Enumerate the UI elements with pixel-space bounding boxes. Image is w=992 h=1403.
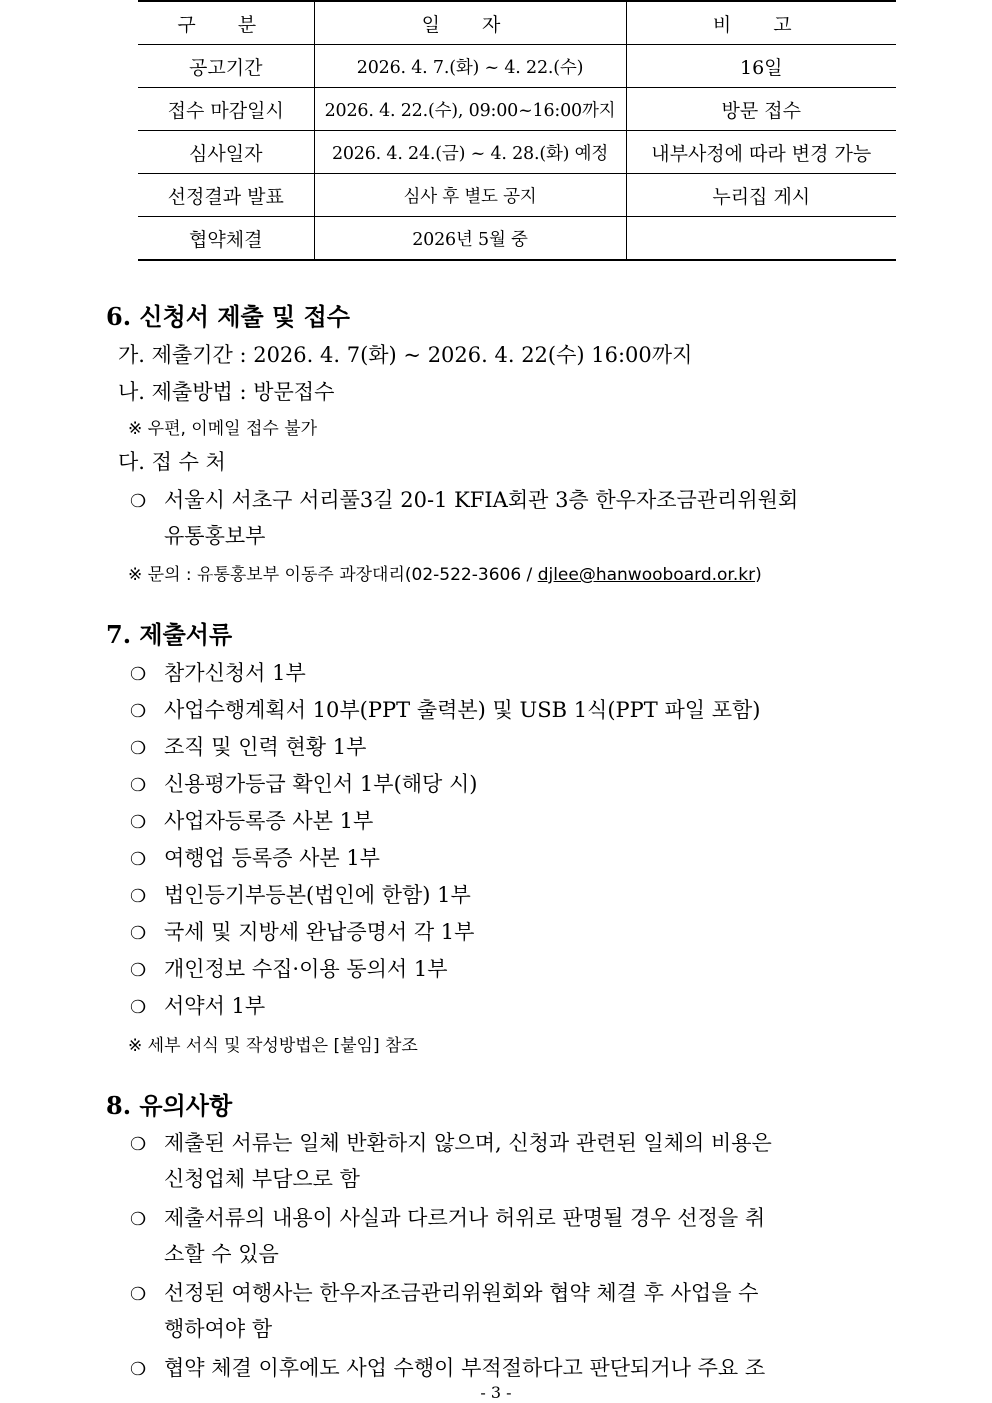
bullet-icon: ❍ <box>130 775 147 796</box>
document-item: 조직 및 인력 현황 1부 <box>164 735 367 759</box>
caution-text: 선정된 여행사는 한우자조금관리위원회와 협약 체결 후 사업을 수 <box>164 1281 759 1305</box>
table-row <box>138 217 896 261</box>
submission-period: 가. 제출기간 : 2026. 4. 7(화) ~ 2026. 4. 22(수) 16:00까지 <box>118 343 693 367</box>
document-item: 여행업 등록증 사본 1부 <box>164 846 380 870</box>
list-item <box>130 842 380 872</box>
documents-note: ※ 세부 서식 및 작성방법은 [붙임] 참조 <box>128 1036 418 1056</box>
document-item: 국세 및 지방세 완납증명서 각 1부 <box>164 920 475 944</box>
table-row <box>138 131 896 174</box>
header-date: 일 자 <box>314 1 626 45</box>
document-item: 사업수행계획서 10부(PPT 출력본) 및 USB 1식(PPT 파일 포함) <box>164 698 761 722</box>
bullet-icon: ❍ <box>130 812 147 833</box>
caution-text: 제출된 서류는 일체 반환하지 않으며, 신청과 관련된 일체의 비용은 <box>164 1131 772 1155</box>
list-item <box>130 805 373 835</box>
caution-text-continued: 소할 수 있음 <box>164 1242 279 1266</box>
bullet-icon: ❍ <box>130 1209 147 1230</box>
list-item <box>130 990 265 1020</box>
bullet-icon: ❍ <box>130 664 147 685</box>
cell-remarks <box>626 217 896 261</box>
cell-category: 선정결과 발표 <box>138 174 314 217</box>
list-item <box>130 953 448 983</box>
list-item <box>130 916 474 946</box>
document-item: 신용평가등급 확인서 1부(해당 시) <box>164 772 478 796</box>
table-row <box>138 88 896 131</box>
cell-category: 공고기간 <box>138 45 314 88</box>
list-item <box>130 657 306 687</box>
cell-category: 협약체결 <box>138 217 314 261</box>
contact-text: ※ 문의 : 유통홍보부 이동주 과장대리(02-522-3606 / <box>128 565 538 585</box>
method-note: ※ 우편, 이메일 접수 불가 <box>128 419 318 439</box>
bullet-icon: ❍ <box>130 997 147 1018</box>
bullet-icon: ❍ <box>130 491 147 512</box>
list-item <box>130 768 478 798</box>
bullet-icon: ❍ <box>130 1359 147 1380</box>
reception-address <box>130 484 798 514</box>
bullet-icon: ❍ <box>130 1134 147 1155</box>
cell-date: 심사 후 별도 공지 <box>314 174 626 217</box>
caution-text: 제출서류의 내용이 사실과 다르거나 허위로 판명될 경우 선정을 취 <box>164 1206 766 1230</box>
document-item: 서약서 1부 <box>164 994 266 1018</box>
document-item: 사업자등록증 사본 1부 <box>164 809 374 833</box>
bullet-icon: ❍ <box>130 960 147 981</box>
list-item <box>130 694 761 724</box>
contact-email-link[interactable]: djlee@hanwooboard.or.kr <box>537 565 756 585</box>
list-item <box>130 1202 765 1232</box>
table-row <box>138 174 896 217</box>
contact-suffix: ) <box>755 565 762 585</box>
list-item <box>130 1277 758 1307</box>
bullet-icon: ❍ <box>130 886 147 907</box>
bullet-icon: ❍ <box>130 738 147 759</box>
section-8-title: 8. 유의사항 <box>106 1091 233 1120</box>
cell-remarks: 16일 <box>626 45 896 88</box>
bullet-icon: ❍ <box>130 923 147 944</box>
cell-date: 2026. 4. 7.(화) ~ 4. 22.(수) <box>314 45 626 88</box>
cell-remarks: 내부사정에 따라 변경 가능 <box>626 131 896 174</box>
section-7-title: 7. 제출서류 <box>106 620 233 649</box>
contact-note <box>128 560 762 585</box>
cell-date: 2026. 4. 22.(수), 09:00~16:00까지 <box>314 88 626 131</box>
document-item: 법인등기부등본(법인에 한함) 1부 <box>164 883 471 907</box>
header-category: 구 분 <box>138 1 314 45</box>
caution-text-continued: 행하여야 함 <box>164 1317 273 1341</box>
cell-date: 2026. 4. 24.(금) ~ 4. 28.(화) 예정 <box>314 131 626 174</box>
document-item: 개인정보 수집·이용 동의서 1부 <box>164 957 448 981</box>
bullet-icon: ❍ <box>130 849 147 870</box>
table-row <box>138 45 896 88</box>
address-text: 서울시 서초구 서리풀3길 20-1 KFIA회관 3층 한우자조금관리위원회 <box>164 488 799 512</box>
cell-remarks: 누리집 게시 <box>626 174 896 217</box>
document-item: 참가신청서 1부 <box>164 661 306 685</box>
bullet-icon: ❍ <box>130 1284 147 1305</box>
bullet-icon: ❍ <box>130 701 147 722</box>
page-number: - 3 - <box>480 1383 512 1402</box>
cell-category: 심사일자 <box>138 131 314 174</box>
reception-department: 유통홍보부 <box>164 524 266 548</box>
submission-method: 나. 제출방법 : 방문접수 <box>118 380 335 404</box>
cell-date: 2026년 5월 중 <box>314 217 626 261</box>
schedule-table <box>138 0 896 261</box>
cell-remarks: 방문 접수 <box>626 88 896 131</box>
list-item <box>130 879 471 909</box>
cell-category: 접수 마감일시 <box>138 88 314 131</box>
reception-label: 다. 접 수 처 <box>118 450 226 474</box>
list-item <box>130 1127 772 1157</box>
section-6-title: 6. 신청서 제출 및 접수 <box>106 302 350 331</box>
list-item <box>130 731 366 761</box>
table-header-row <box>138 1 896 45</box>
list-item <box>130 1352 765 1382</box>
caution-text-continued: 신청업체 부담으로 함 <box>164 1167 360 1191</box>
header-remarks: 비 고 <box>626 1 896 45</box>
caution-text: 협약 체결 이후에도 사업 수행이 부적절하다고 판단되거나 주요 조 <box>164 1356 766 1380</box>
